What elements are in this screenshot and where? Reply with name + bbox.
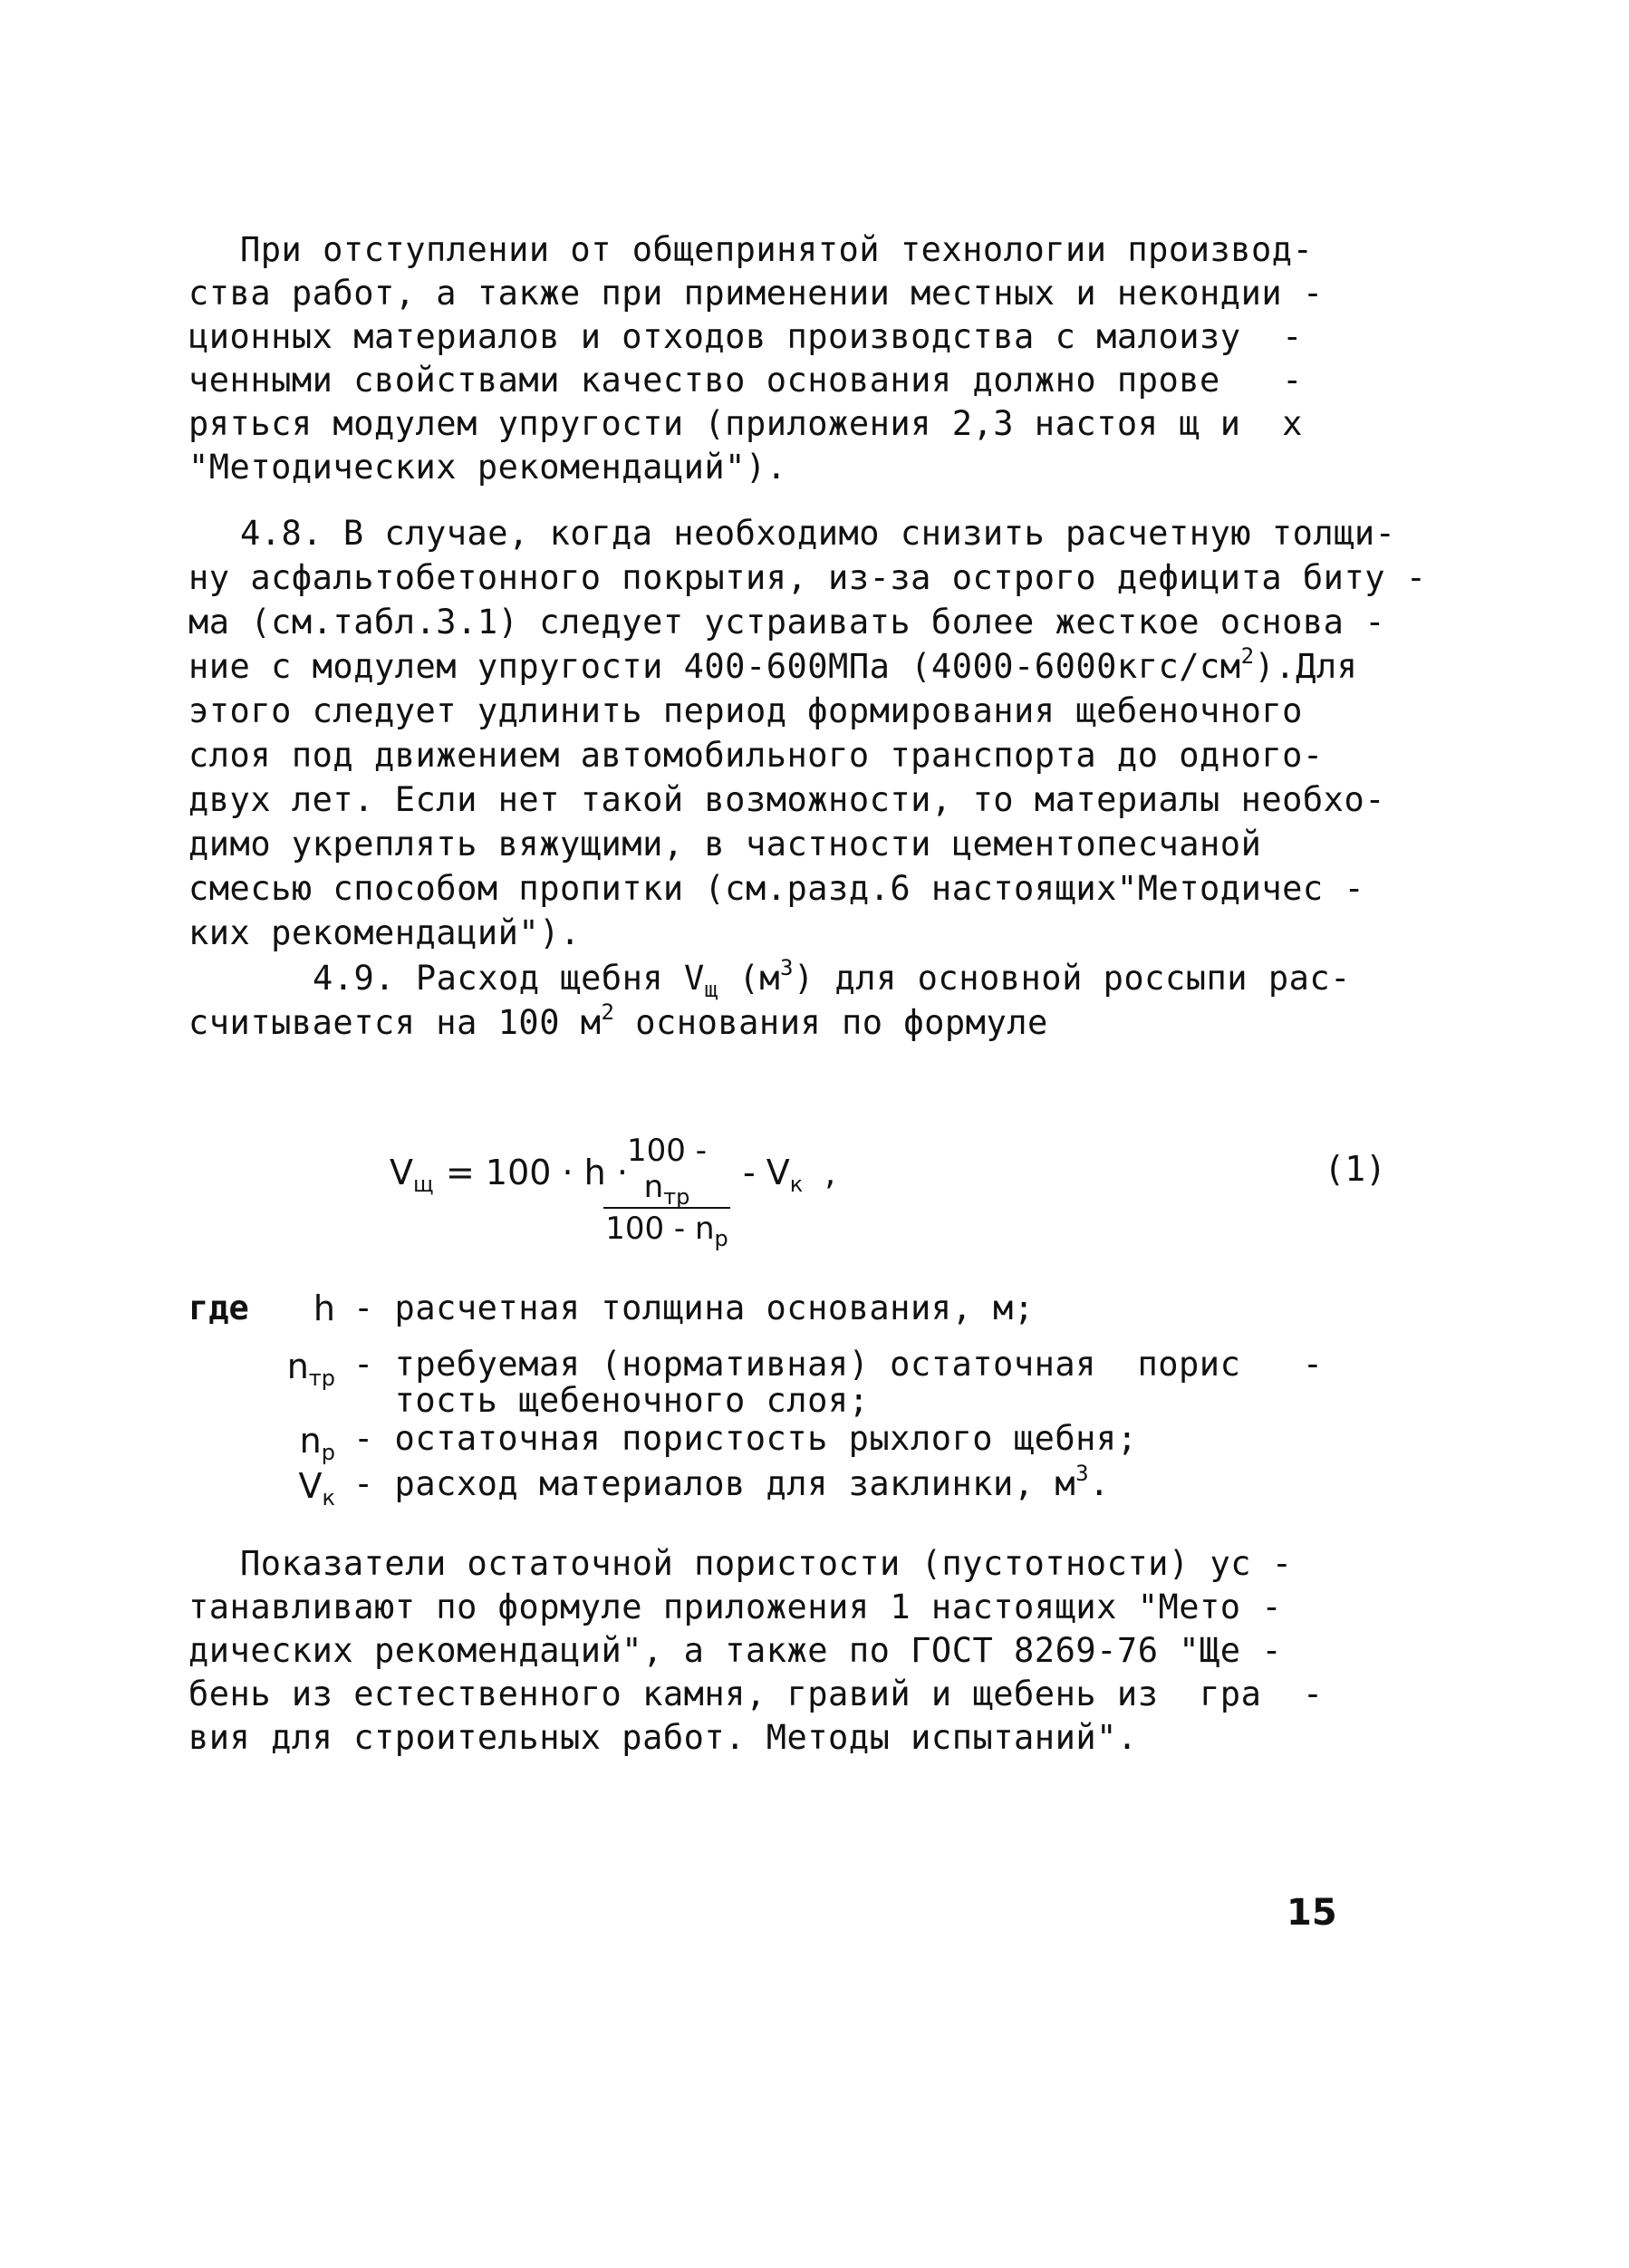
text-line: димо укреплять вяжущими, в частности цементопесчаной [188, 825, 1262, 864]
formula-symbol: h [313, 1288, 335, 1328]
definition-text: - остаточная пористость рыхлого щебня; [353, 1419, 1138, 1458]
text-line: дических рекомендаций", а также по ГОСТ 8269-76 "Ще - [188, 1631, 1283, 1670]
text-line: двух лет. Если нет такой возможности, то материалы необхо- [188, 780, 1386, 819]
formula-coefficient: = 100 · h · [446, 1153, 628, 1192]
definition-text [353, 1461, 1110, 1503]
text-line: ционных материалов и отходов производства с малоизу - [188, 317, 1303, 356]
text-fragment: (м [718, 959, 781, 998]
text-line: бень из естественного камня, гравий и щебень из гра - [188, 1674, 1324, 1713]
definition-symbol [227, 1287, 335, 1330]
text-line: этого следует удлинить период формирования щебеночного [188, 691, 1303, 730]
equation-number: (1) [1324, 1149, 1386, 1189]
text-fragment: основания по формуле [614, 1003, 1048, 1042]
text-line: ма (см.табл.3.1) следует устраивать более жесткое основа - [188, 603, 1386, 642]
subscript: тр [308, 1366, 335, 1391]
text-line: ряться модулем упругости (приложения 2,3 настоя щ и х [188, 404, 1303, 443]
subscript: р [714, 1226, 728, 1251]
formula-tail [743, 1153, 836, 1197]
text-fragment: ние с модулем упругости 400-600МПа (4000-6000кгс/см [188, 647, 1241, 686]
formula-symbol: - V [743, 1153, 790, 1192]
text-line: танавливают по формуле приложения 1 настоящих "Мето - [188, 1588, 1283, 1626]
text-fragment: 4.9. Расход щебня V [313, 959, 705, 998]
formula-text: 100 - n [605, 1211, 715, 1247]
fraction-numerator [603, 1133, 730, 1210]
superscript: 3 [780, 955, 794, 980]
text-line: вия для строительных работ. Методы испытаний". [188, 1718, 1138, 1757]
text-line: ченными свойствами качество основания должно прове - [188, 361, 1303, 400]
text-line [188, 645, 1357, 689]
where-label: где [188, 1288, 249, 1327]
formula-symbol: V [298, 1466, 323, 1506]
text-line: "Методических рекомендаций"). [188, 448, 787, 487]
fraction-denominator [603, 1211, 730, 1251]
text-fragment: . [1089, 1464, 1110, 1503]
subscript: к [789, 1172, 804, 1197]
superscript: 2 [601, 999, 615, 1025]
text-fragment: - расход материалов для заклинки, м [353, 1464, 1076, 1503]
text-line: ну асфальтобетонного покрытия, из-за острого дефицита биту - [188, 558, 1427, 597]
text-fragment: считывается на 100 м [188, 1003, 602, 1042]
formula-fraction [603, 1133, 730, 1251]
formula-text: 100 - n [627, 1133, 707, 1205]
formula-1 [390, 1133, 1386, 1251]
text-line: смесью способом пропитки (см.разд.6 настоящих"Методичес - [188, 869, 1365, 908]
text-line: слоя под движением автомобильного транспорта до одного- [188, 736, 1324, 775]
formula-symbol: n [299, 1421, 322, 1461]
superscript: 2 [1240, 643, 1255, 669]
text-line: ства работ, а также при применении местных и некондии - [188, 274, 1324, 313]
text-fragment: ) для основной россыпи рас- [793, 959, 1351, 998]
definition-text: - расчетная толщина основания, м; [353, 1288, 1035, 1327]
definition-symbol [227, 1345, 335, 1391]
text-line: Показатели остаточной пористости (пустотности) ус - [240, 1544, 1293, 1583]
definition-text: - требуемая (нормативная) остаточная порис - тость щебеночного слоя; [353, 1345, 1324, 1420]
definition-symbol [227, 1419, 335, 1465]
text-line: При отступлении от общепринятой технологии производ- [240, 230, 1314, 269]
formula-symbol: n [286, 1346, 309, 1386]
text-line: 4.8. В случае, когда необходимо снизить расчетную толщи- [240, 514, 1396, 553]
text-line [313, 957, 1351, 1000]
superscript: 3 [1075, 1461, 1090, 1486]
text-line: ких рекомендаций"). [188, 913, 581, 952]
subscript: щ [704, 977, 718, 1002]
text-line [188, 1001, 1048, 1045]
formula-lhs [390, 1153, 434, 1197]
subscript: к [322, 1485, 335, 1510]
subscript: р [321, 1440, 335, 1465]
formula-symbol: V [390, 1153, 413, 1192]
page-number: 15 [1287, 1892, 1337, 1934]
text-fragment: ).Для [1254, 647, 1358, 686]
subscript: тр [663, 1184, 690, 1210]
subscript: щ [413, 1172, 434, 1197]
formula-comma: , [824, 1153, 836, 1192]
definition-symbol [227, 1464, 335, 1508]
